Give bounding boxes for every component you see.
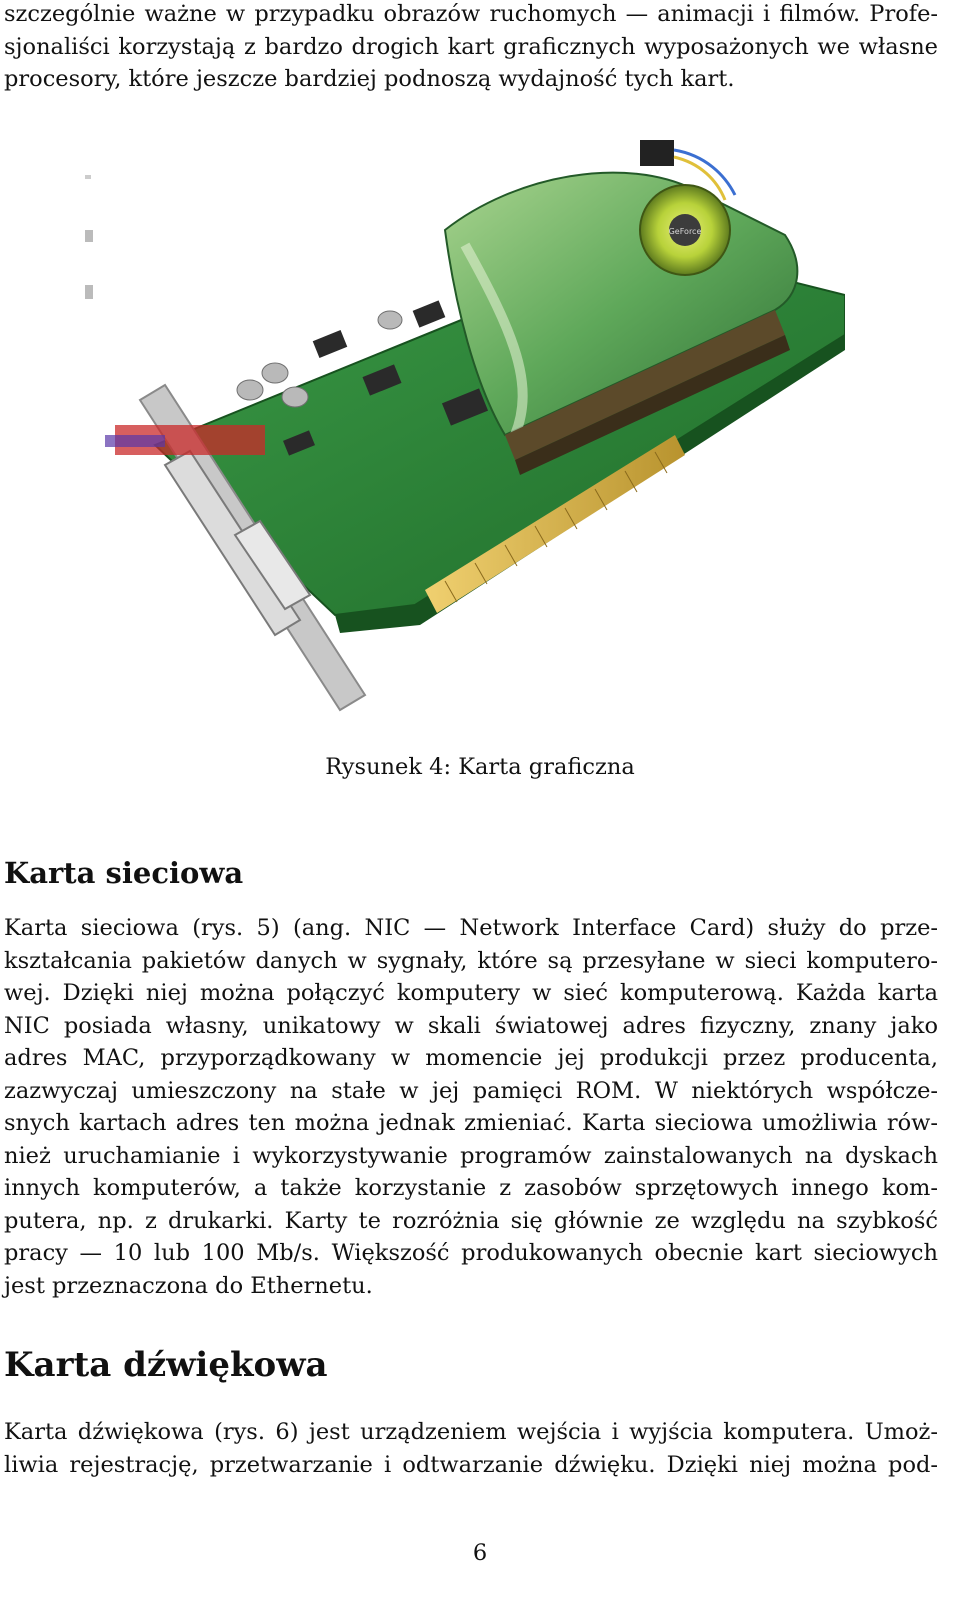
- text-line: innych komputerów, a także korzystanie z zasobów sprzętowych innego kom-: [4, 1175, 938, 1201]
- text-line: szczególnie ważne w przypadku obrazów ruchomych — animacji i filmów. Profe-: [4, 1, 938, 27]
- text-line: pracy — 10 lub 100 Mb/s. Większość produkowanych obecnie kart sieciowych: [4, 1240, 938, 1266]
- text-line: NIC posiada własny, unikatowy w skali światowej adres fizyczny, znany jako: [4, 1012, 938, 1039]
- text-line: jest przeznaczona do Ethernetu.: [4, 1272, 373, 1299]
- text-line: adres MAC, przyporządkowany w momencie jej produkcji przez producenta,: [4, 1045, 938, 1071]
- text-line: procesory, które jeszcze bardziej podnoszą wydajność tych kart.: [4, 66, 735, 92]
- text-line: nież uruchamianie i wykorzystywanie programów zainstalowanych na dyskach: [4, 1142, 938, 1169]
- text-line: Karta sieciowa (rys. 5) (ang. NIC — Network Interface Card) służy do prze-: [4, 915, 938, 941]
- section-heading-network-card: Karta sieciowa: [4, 856, 244, 890]
- text-line: Karta dźwiękowa (rys. 6) jest urządzeniem wejścia i wyjścia komputera. Umoż-: [4, 1419, 938, 1445]
- chip-label: GeForce: [668, 227, 702, 236]
- page-number: 6: [472, 1540, 488, 1566]
- intro-paragraph: [4, 0, 938, 96]
- section-heading-sound-card: Karta dźwiękowa: [4, 1345, 328, 1385]
- graphics-card-image: [85, 135, 845, 715]
- network-card-paragraph: [4, 912, 938, 1302]
- text-line: snych kartach adres ten można jednak zmieniać. Karta sieciowa umożliwia rów-: [4, 1110, 938, 1136]
- text-line: kształcania pakietów danych w sygnały, które są przesyłane w sieci komputero-: [4, 947, 938, 974]
- text-line: sjonaliści korzystają z bardzo drogich kart graficznych wyposażonych we własne: [4, 33, 938, 60]
- text-line: wej. Dzięki niej można połączyć komputery w sieć komputerową. Każda karta: [4, 980, 938, 1006]
- text-line: zazwyczaj umieszczony na stałe w jej pamięci ROM. W niektórych współcze-: [4, 1077, 938, 1104]
- sound-card-paragraph: [4, 1416, 938, 1481]
- figure-caption: Rysunek 4: Karta graficzna: [325, 754, 635, 780]
- text-line: liwia rejestrację, przetwarzanie i odtwarzanie dźwięku. Dzięki niej można pod-: [4, 1451, 938, 1478]
- graphics-card-icon: [85, 135, 845, 715]
- text-line: putera, np. z drukarki. Karty te rozróżnia się głównie ze względu na szybkość: [4, 1207, 938, 1234]
